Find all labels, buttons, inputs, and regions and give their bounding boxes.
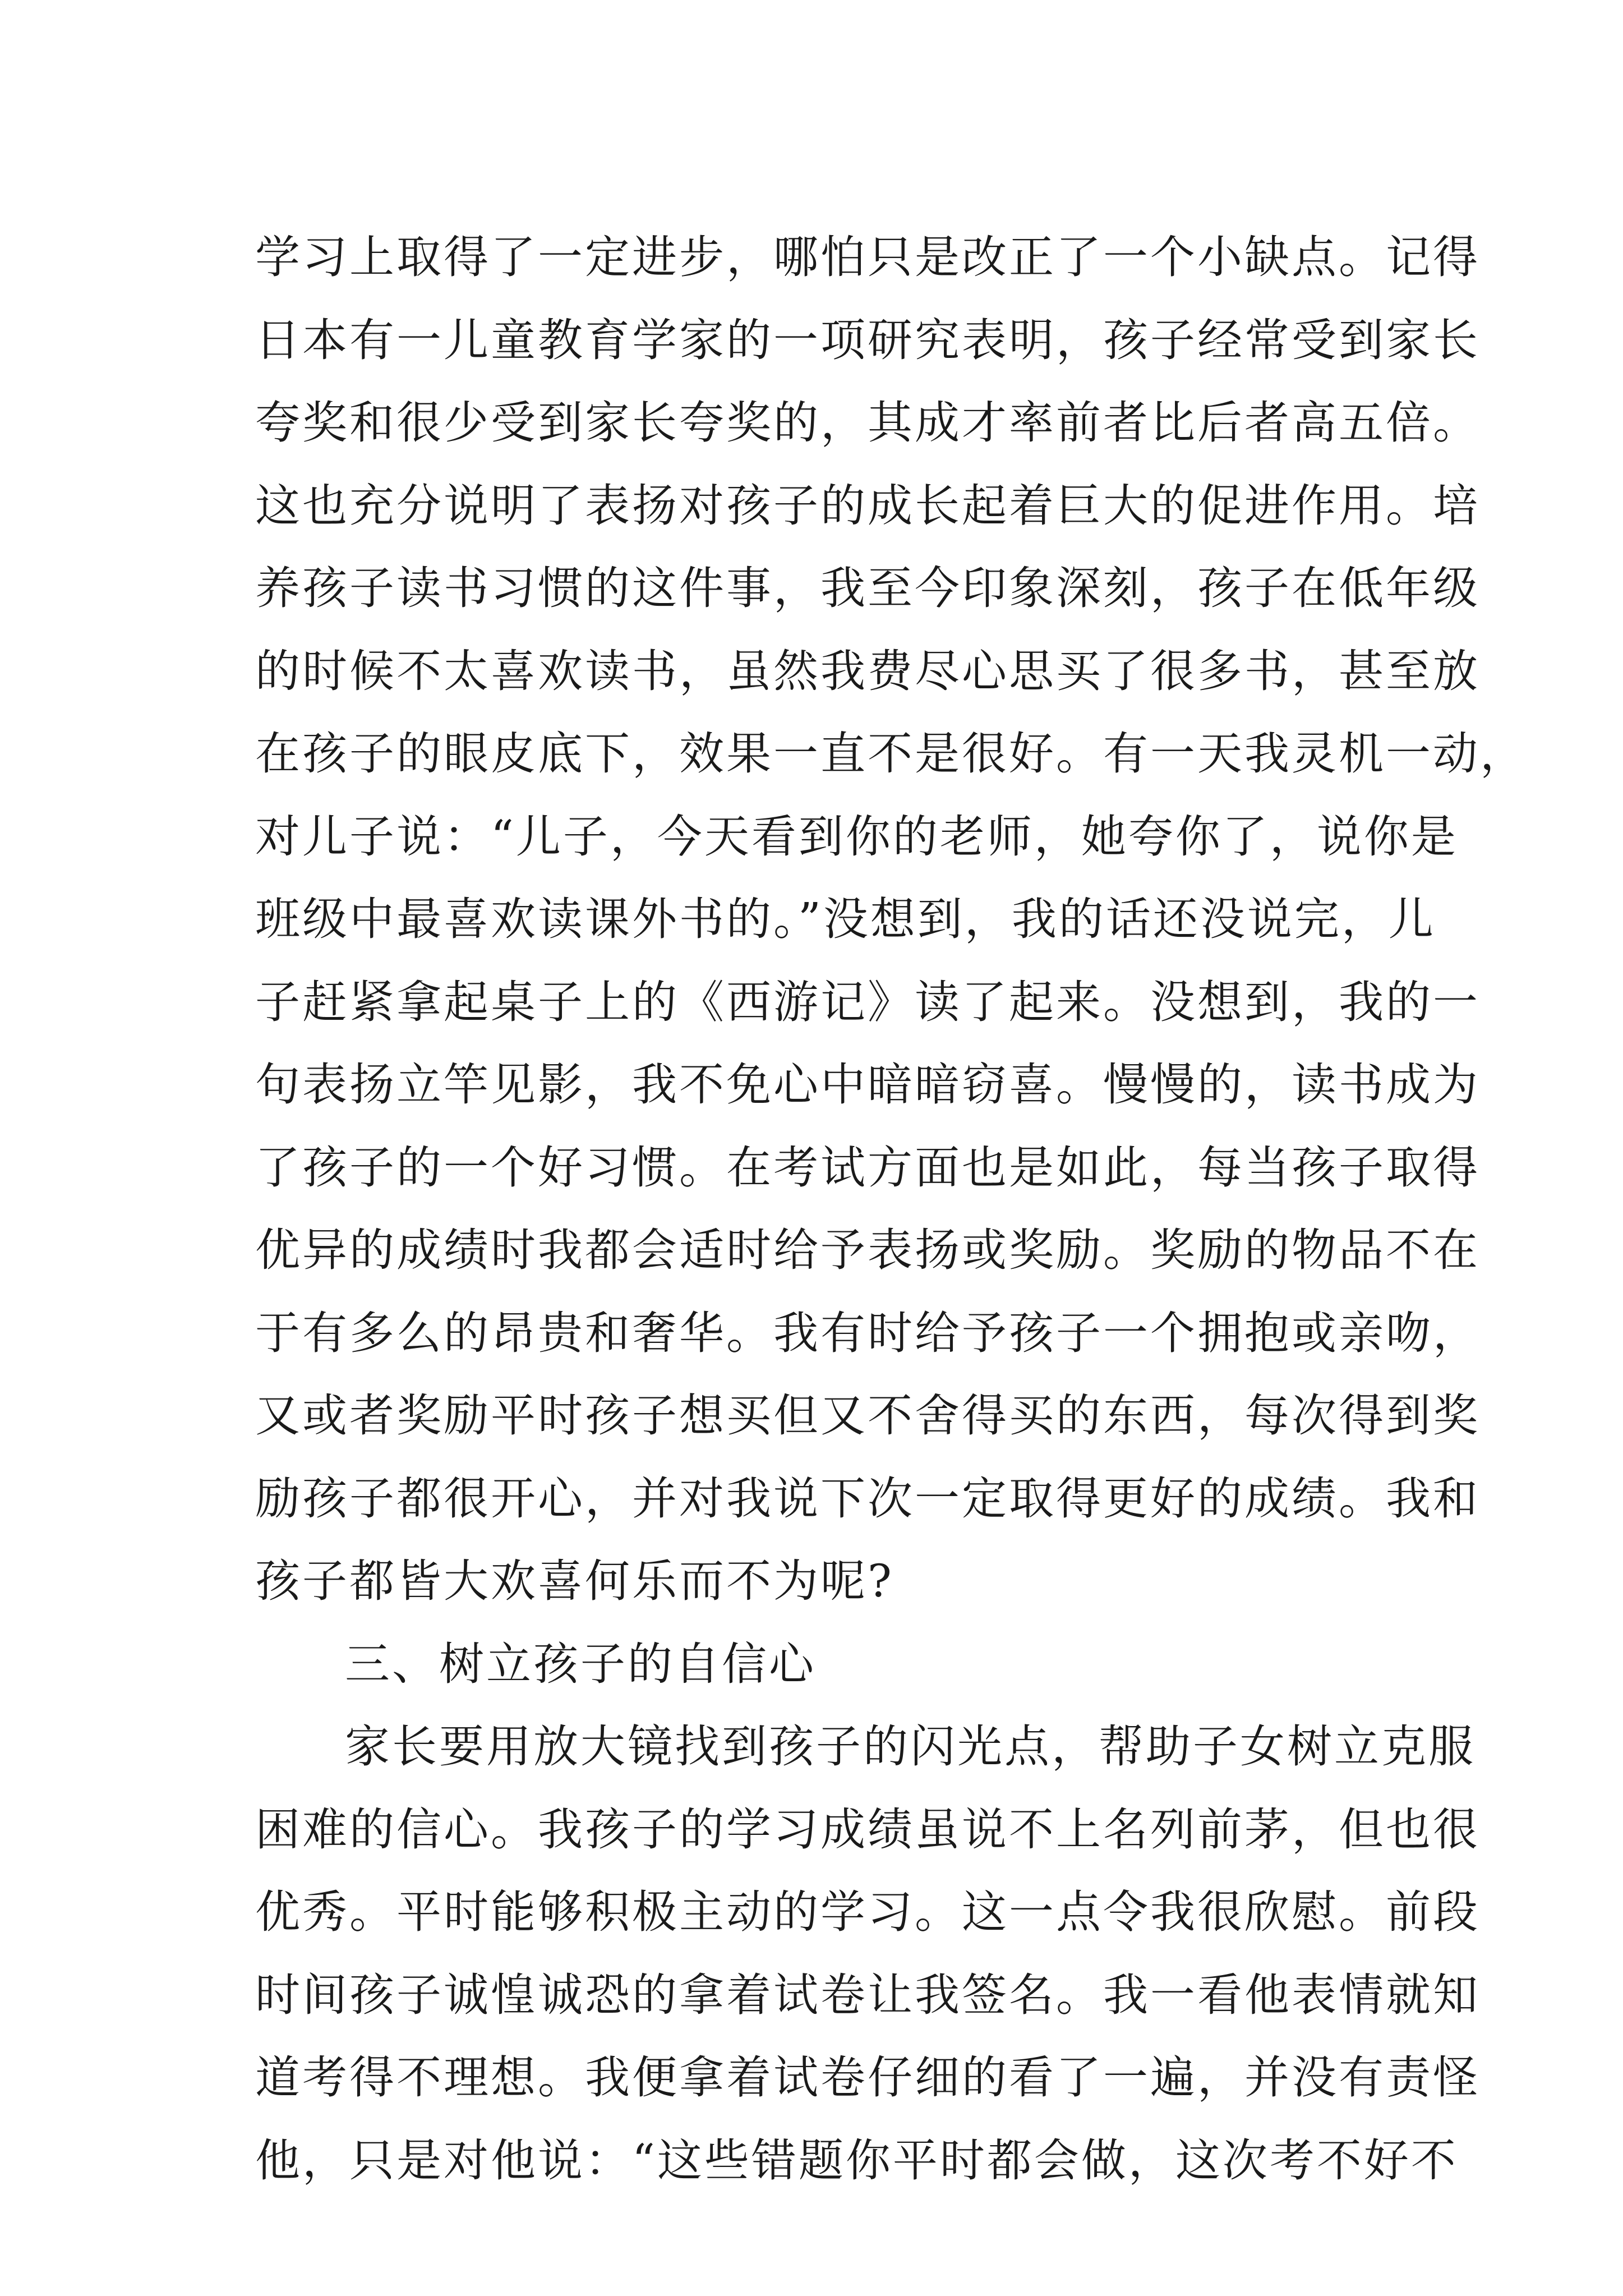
text-line: 这也充分说明了表扬对孩子的成长起着巨大的促进作用。培 [255, 479, 1480, 532]
text-line: 孩子都皆大欢喜何乐而不为呢? [255, 1555, 894, 1607]
text-line: 于有多么的昂贵和奢华。我有时给予孩子一个拥抱或亲吻， [255, 1306, 1480, 1359]
text-line: 班级中最喜欢读课外书的。”没想到，我的话还没说完，儿 [255, 893, 1436, 945]
text-line: 了孩子的一个好习惯。在考试方面也是如此，每当孩子取得 [255, 1141, 1480, 1194]
section-heading: 三、树立孩子的自信心 [345, 1637, 816, 1690]
text-line: 子赶紧拿起桌子上的《西游记》读了起来。没想到，我的一 [255, 976, 1480, 1028]
text-line: 又或者奖励平时孩子想买但又不舍得买的东西，每次得到奖 [255, 1389, 1480, 1442]
text-line: 他，只是对他说：“这些错题你平时都会做，这次考不好不 [255, 2134, 1458, 2187]
text-line: 句表扬立竿见影，我不免心中暗暗窃喜。慢慢的，读书成为 [255, 1059, 1480, 1111]
paragraph-first-line: 家长要用放大镜找到孩子的闪光点，帮助子女树立克服 [345, 1720, 1476, 1773]
text-line: 励孩子都很开心，并对我说下次一定取得更好的成绩。我和 [255, 1472, 1480, 1525]
text-line: 困难的信心。我孩子的学习成绩虽说不上名列前茅，但也很 [255, 1803, 1480, 1856]
text-line: 在孩子的眼皮底下，效果一直不是很好。有一天我灵机一动， [255, 728, 1527, 780]
text-line: 夸奖和很少受到家长夸奖的，其成才率前者比后者高五倍。 [255, 397, 1480, 449]
text-line: 养孩子读书习惯的这件事，我至今印象深刻，孩子在低年级 [255, 562, 1480, 614]
text-line: 的时候不太喜欢读书，虽然我费尽心思买了很多书，甚至放 [255, 645, 1480, 697]
body-text [255, 216, 1527, 2202]
text-line: 优异的成绩时我都会适时给予表扬或奖励。奖励的物品不在 [255, 1224, 1480, 1276]
text-line: 学习上取得了一定进步，哪怕只是改正了一个小缺点。记得 [255, 231, 1480, 283]
text-line: 优秀。平时能够积极主动的学习。这一点令我很欣慰。前段 [255, 1886, 1480, 1938]
text-line: 时间孩子诚惶诚恐的拿着试卷让我签名。我一看他表情就知 [255, 1968, 1480, 2021]
text-line: 道考得不理想。我便拿着试卷仔细的看了一遍，并没有责怪 [255, 2051, 1480, 2104]
text-line: 对儿子说：“儿子，今天看到你的老师，她夸你了，说你是 [255, 810, 1458, 863]
text-line: 日本有一儿童教育学家的一项研究表明，孩子经常受到家长 [255, 314, 1480, 366]
